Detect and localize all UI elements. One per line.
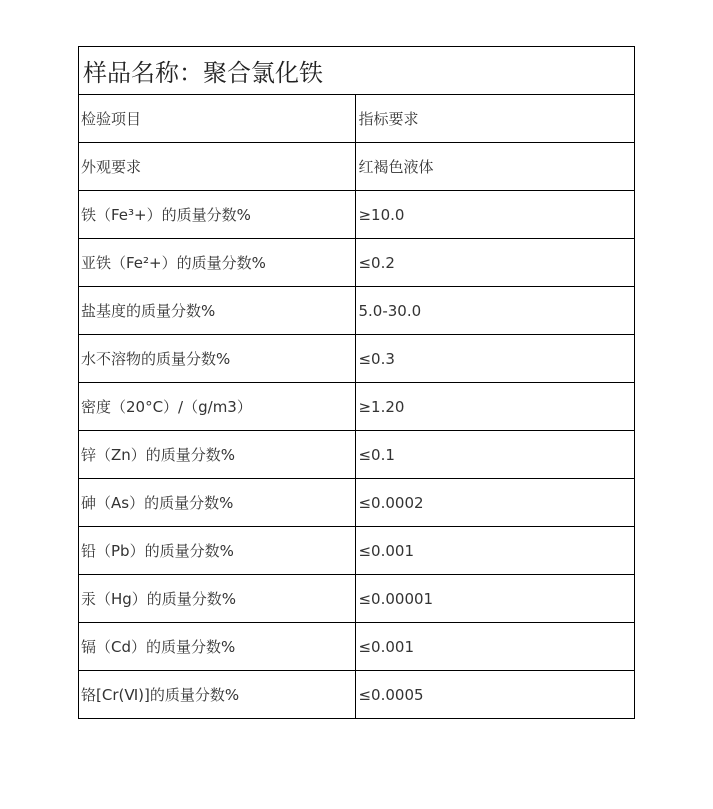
- spec-table: [78, 46, 635, 719]
- item-cell: 砷（As）的质量分数%: [79, 479, 356, 527]
- item-cell: 铅（Pb）的质量分数%: [79, 527, 356, 575]
- table-row: [79, 575, 635, 623]
- item-cell: 水不溶物的质量分数%: [79, 335, 356, 383]
- table-row: [79, 383, 635, 431]
- header-row: [79, 95, 635, 143]
- requirement-cell: ≤0.001: [356, 527, 635, 575]
- table-row: [79, 671, 635, 719]
- header-item: 检验项目: [79, 95, 356, 143]
- item-cell: 外观要求: [79, 143, 356, 191]
- table-row: [79, 527, 635, 575]
- item-cell: 密度（20°C）/（g/m3）: [79, 383, 356, 431]
- requirement-cell: ≤0.3: [356, 335, 635, 383]
- requirement-cell: ≤0.001: [356, 623, 635, 671]
- requirement-cell: ≤0.0002: [356, 479, 635, 527]
- table-row: [79, 431, 635, 479]
- item-cell: 铁（Fe³+）的质量分数%: [79, 191, 356, 239]
- item-cell: 亚铁（Fe²+）的质量分数%: [79, 239, 356, 287]
- item-cell: 盐基度的质量分数%: [79, 287, 356, 335]
- table-row: [79, 479, 635, 527]
- requirement-cell: ≤0.2: [356, 239, 635, 287]
- requirement-cell: ≥10.0: [356, 191, 635, 239]
- header-requirement: 指标要求: [356, 95, 635, 143]
- requirement-cell: 红褐色液体: [356, 143, 635, 191]
- table-row: [79, 143, 635, 191]
- item-cell: 铬[Cr(Ⅵ)]的质量分数%: [79, 671, 356, 719]
- spec-table-body: [79, 47, 635, 719]
- title-row: [79, 47, 635, 95]
- requirement-cell: ≥1.20: [356, 383, 635, 431]
- sample-name-title: 样品名称：聚合氯化铁: [79, 47, 635, 95]
- requirement-cell: ≤0.1: [356, 431, 635, 479]
- item-cell: 汞（Hg）的质量分数%: [79, 575, 356, 623]
- table-row: [79, 335, 635, 383]
- requirement-cell: ≤0.0005: [356, 671, 635, 719]
- requirement-cell: ≤0.00001: [356, 575, 635, 623]
- item-cell: 镉（Cd）的质量分数%: [79, 623, 356, 671]
- requirement-cell: 5.0-30.0: [356, 287, 635, 335]
- table-row: [79, 191, 635, 239]
- table-row: [79, 287, 635, 335]
- table-row: [79, 239, 635, 287]
- item-cell: 锌（Zn）的质量分数%: [79, 431, 356, 479]
- table-row: [79, 623, 635, 671]
